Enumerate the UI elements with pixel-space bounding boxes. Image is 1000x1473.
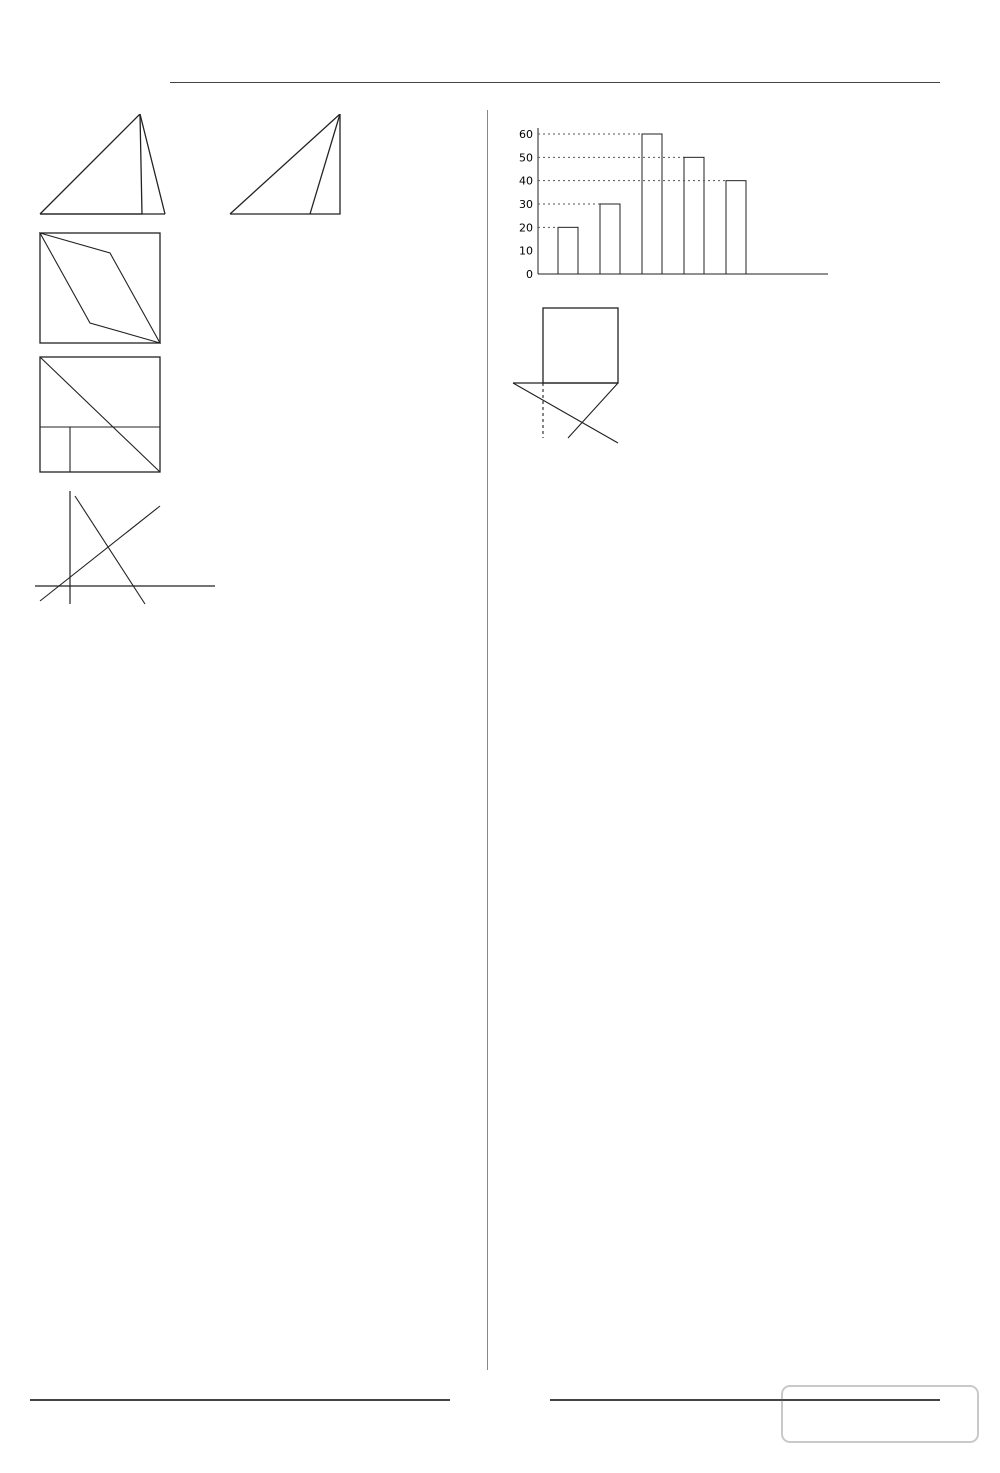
- y-tick-label: 50: [519, 151, 533, 165]
- watermark-logo: [780, 1384, 980, 1444]
- y-tick-label: 30: [519, 198, 533, 211]
- y-tick-label: 40: [519, 174, 533, 188]
- bar: [558, 227, 578, 274]
- figure-89: [30, 114, 370, 224]
- y-tick-label: 20: [519, 221, 533, 235]
- footer-rule-left: [30, 1399, 450, 1401]
- column-divider: [487, 110, 488, 1370]
- left-column: [30, 110, 475, 610]
- figure-92: [30, 486, 220, 606]
- bar: [726, 181, 746, 274]
- figure-94: [508, 298, 658, 448]
- watermark: [780, 1384, 980, 1448]
- right-column: [508, 110, 948, 452]
- bar: [642, 134, 662, 274]
- bar: [684, 157, 704, 274]
- y-tick-label: 0: [526, 268, 533, 281]
- y-tick-label: 60: [519, 128, 533, 141]
- y-tick-label: 10: [519, 244, 533, 258]
- figure-90: [30, 228, 170, 348]
- figure-93-bar-chart: [508, 114, 838, 294]
- figure-91: [30, 352, 170, 482]
- header-rule: [170, 82, 940, 83]
- bar: [600, 204, 620, 274]
